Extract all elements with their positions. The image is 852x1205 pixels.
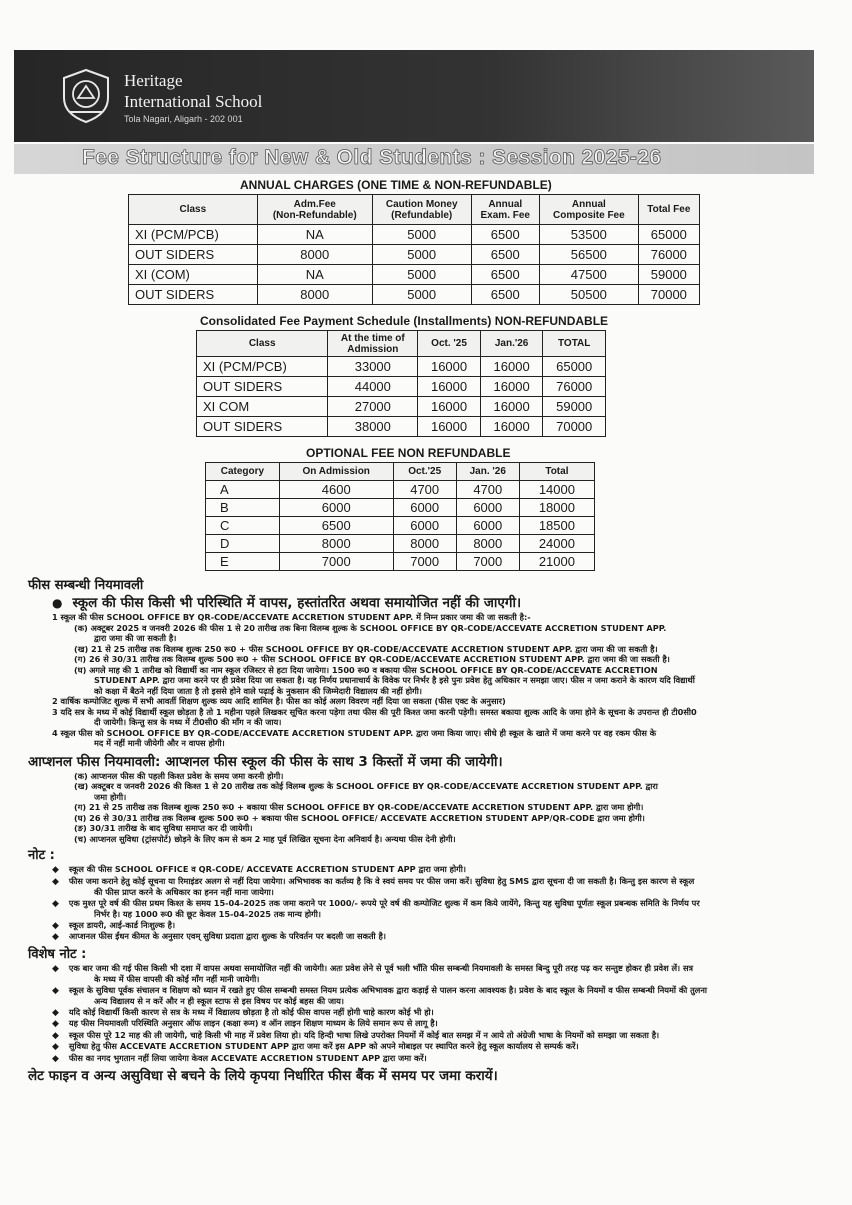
closing-note: लेट फाइन व अन्य असुविधा से बचने के लिये कृपया निर्धारित फीस बैंक में समय पर जमा करायें। (28, 1068, 498, 1084)
table-cell: XI (COM) (129, 265, 258, 285)
table-cell: OUT SIDERS (197, 377, 328, 397)
table-cell: XI COM (197, 397, 328, 417)
table-cell: E (206, 553, 280, 571)
table-cell: 16000 (418, 357, 481, 377)
list-item: (ख) 21 से 25 तारीख तक विलम्ब शुल्क 250 रू0 + फीस SCHOOL OFFICE BY QR-CODE/ACCEVATE ACCRETION STUDENT APP. द्वारा जमा की जा सकती है। (74, 643, 658, 654)
table-cell: OUT SIDERS (197, 417, 328, 437)
table-cell: 16000 (480, 397, 543, 417)
table-cell: 4700 (393, 481, 456, 499)
list-item: STUDENT APP. द्वारा जमा करने पर ही प्रवेश दिया जा सकता है। यह निर्णय प्रधानाचार्य के विवेक पर निर्भर है इसे पुनः प्रवेश हेतु अधिकार न समझा जाए। फीस न जमा कराने के कारण यदि विद्यार्थी (94, 675, 695, 685)
school-name-line1: Heritage (124, 71, 183, 90)
table-cell: 14000 (519, 481, 594, 499)
column-header: TOTAL (543, 331, 606, 357)
table-cell: OUT SIDERS (129, 245, 258, 265)
table-cell: 6000 (456, 517, 519, 535)
table-cell: 21000 (519, 553, 594, 571)
special-note-list (24, 963, 814, 1065)
table-cell: 6500 (471, 225, 540, 245)
table-cell: 16000 (418, 397, 481, 417)
list-item: जमा होगी। (94, 791, 127, 802)
title-bar (14, 144, 814, 174)
column-header: Caution Money (Refundable) (372, 195, 471, 225)
rules-section (24, 578, 814, 1085)
table-cell: 53500 (540, 225, 639, 245)
column-header: Annual Exam. Fee (471, 195, 540, 225)
table-cell: 7000 (393, 553, 456, 571)
optional-rules-list (24, 771, 814, 845)
table-cell: 47500 (540, 265, 639, 285)
table-cell: 6500 (471, 265, 540, 285)
list-item: 3 यदि सत्र के मध्य में कोई विद्यार्थी स्कूल छोड़ता है तो 1 महीना पहले लिखकर सूचित करना पड़ेगा तथा फीस की पूरी किश्त जमा करनी पड़ेगी। समस्त बकाया शुल्क आदि के जमा होने के सूचना के उपरान्त ही टी0सी0 (52, 706, 697, 717)
list-item: दी जायेगी। किन्तु सत्र के मध्य में टी0सी0 की माँग न की जाय। (94, 717, 282, 727)
table-cell: C (206, 517, 280, 535)
column-header: At the time of Admission (328, 331, 418, 357)
table-cell: D (206, 535, 280, 553)
table-row (206, 517, 595, 535)
list-item: ◆ स्कूल की फीस SCHOOL OFFICE व QR-CODE/ ACCEVATE ACCRETION STUDENT APP द्वारा जमा होगी। (52, 864, 814, 876)
list-item: ◆ एक मुश्त पूरे वर्ष की फीस प्रथम किश्त के समय 15-04-2025 तक जमा कराने पर 1000/- रूपये पूरे वर्ष की कम्पोजिट शुल्क में कम किये जायेंगे, किन्तु यह सुविधा पूर्णतः स्कूल प्रबन्धक समिति के निर्णय पर (52, 898, 814, 910)
fee-rules-list (24, 612, 814, 749)
table-cell: 5000 (372, 245, 471, 265)
table-cell: 56500 (540, 245, 639, 265)
table-cell: OUT SIDERS (129, 285, 258, 305)
table-cell: A (206, 481, 280, 499)
column-header: Adm.Fee (Non-Refundable) (257, 195, 372, 225)
table-cell: 6500 (279, 517, 393, 535)
list-item: (घ) 26 से 30/31 तारीख तक विलम्ब शुल्क 500 रू0 + बकाया फीस SCHOOL OFFICE/ ACCEVATE ACCRETION STUDENT APP/QR-CODE द्वारा जमा होगी। (74, 812, 645, 823)
column-header: Class (197, 331, 328, 357)
table-cell: 4700 (456, 481, 519, 499)
school-address: Tola Nagari, Aligarh - 202 001 (124, 114, 243, 124)
column-header: On Admission (279, 463, 393, 481)
fee-rules-main: ● स्कूल की फीस किसी भी परिस्थिति में वापस, हस्तांतरित अथवा समायोजित नहीं की जाएगी। (52, 594, 814, 612)
table-cell: 33000 (328, 357, 418, 377)
table-cell: 59000 (638, 265, 699, 285)
table-cell: 8000 (257, 285, 372, 305)
column-header: Category (206, 463, 280, 481)
table-row (197, 397, 606, 417)
list-item: (ख) अक्टूबर व जनवरी 2026 की किश्त 1 से 20 तारीख तक कोई विलम्ब शुल्क के SCHOOL OFFICE BY QR-CODE/ACCEVATE ACCRETION STUDENT APP. द्वारा (74, 781, 658, 791)
list-item: ◆ फीस जमा कराने हेतु कोई सूचना या रिमाइंडर अलग से नहीं दिया जायेगा। अभिभावक का कर्तव्य है कि वे स्वयं समय पर फीस जमा करें। सुविधा हेतु SMS द्वारा सूचना दी जा सकती है। किन्तु इस कारण से स्कूल (52, 876, 814, 888)
table-cell: 65000 (543, 357, 606, 377)
table-cell: XI (PCM/PCB) (197, 357, 328, 377)
school-name-line2: International School (124, 92, 263, 111)
consolidated-schedule-table (196, 330, 606, 437)
table-cell: 7000 (456, 553, 519, 571)
table-row (206, 553, 595, 571)
column-header: Jan.'26 (480, 331, 543, 357)
table-cell: 70000 (638, 285, 699, 305)
table-cell: B (206, 499, 280, 517)
table-cell: 8000 (393, 535, 456, 553)
note-list (24, 864, 814, 943)
table-cell: 6000 (393, 517, 456, 535)
list-item: (क) अक्टूबर 2025 व जनवरी 2026 की फीस 1 से 20 तारीख तक बिना विलम्ब शुल्क के SCHOOL OFFICE BY QR-CODE/ACCEVATE ACCRETION STUDENT APP. (74, 622, 667, 633)
list-item: ◆ स्कूल फीस पूरे 12 माह की ली जायेगी, चाहे किसी भी माह में प्रवेश लिया हो। यदि हिन्दी भाषा लिखे उपरोक्त नियमों में कोई बात समझ में न आये तो अंग्रेजी भाषा के नियमों को समझा जा सकता है। (52, 1030, 814, 1042)
table-row (197, 377, 606, 397)
table-cell: 6500 (471, 285, 540, 305)
table-cell: 59000 (543, 397, 606, 417)
table-cell: 76000 (543, 377, 606, 397)
column-header: Class (129, 195, 258, 225)
column-header: Oct. '25 (418, 331, 481, 357)
school-name (124, 70, 262, 112)
list-item: (च) आप्शनल सुविधा (ट्रांसपोर्ट) छोड़ने के लिए कम से कम 2 माह पूर्व लिखित सूचना देना अनिवार्य है। अन्यथा फीस देनी होगी। (74, 833, 456, 844)
annual-charges-heading: ANNUAL CHARGES (ONE TIME & NON-REFUNDABLE) (240, 178, 552, 192)
list-item: मद में नहीं मानी जीयेगी और न वापस होगी। (94, 738, 225, 748)
table-cell: 18500 (519, 517, 594, 535)
list-item: (ङ) 30/31 तारीख के बाद सुविधा समाप्त कर दी जायेगी। (74, 823, 253, 833)
list-item: 1 स्कूल की फीस SCHOOL OFFICE BY QR-CODE/ACCEVATE ACCRETION STUDENT APP. में निम्न प्रकार जमा की जा सकती है:- (52, 612, 531, 622)
special-note-heading: विशेष नोट : (28, 946, 87, 962)
table-cell: 44000 (328, 377, 418, 397)
table-header-row (197, 331, 606, 357)
table-cell: 6500 (471, 245, 540, 265)
table-cell: 70000 (543, 417, 606, 437)
list-item: ◆ सुविधा हेतु फीस ACCEVATE ACCRETION STUDENT APP द्वारा जमा करें इस APP को अपने मोबाइल पर स्थापित करने हेतु स्कूल कार्यालय से सम्पर्क करें। (52, 1041, 814, 1053)
list-item: ◆ फीस का नगद भुगतान नहीं लिया जायेगा केवल ACCEVATE ACCRETION STUDENT APP द्वारा जमा करें। (52, 1053, 814, 1065)
table-row (206, 499, 595, 517)
column-header: Oct.'25 (393, 463, 456, 481)
list-item: (घ) अगले माह की 1 तारीख को विद्यार्थी का नाम स्कूल रजिस्टर से हटा दिया जायेगा। 1500 रू0 व बकाया फीस SCHOOL OFFICE BY QR-CODE/ACCEVATE ACCRETION (74, 664, 658, 675)
table-header-row (206, 463, 595, 481)
table-cell: 16000 (418, 377, 481, 397)
table-cell: 24000 (519, 535, 594, 553)
table-row (197, 357, 606, 377)
table-row (206, 535, 595, 553)
table-cell: NA (257, 265, 372, 285)
table-row (206, 481, 595, 499)
column-header: Total (519, 463, 594, 481)
table-cell: 65000 (638, 225, 699, 245)
list-item: ◆ आप्शनल फीस ईंधन कीमत के अनुसार एवम् सुविधा प्रदाता द्वारा शुल्क के परिवर्तन पर बदली जा सकती है। (52, 931, 814, 943)
table-cell: 16000 (480, 357, 543, 377)
table-cell: 76000 (638, 245, 699, 265)
table-cell: 7000 (279, 553, 393, 571)
table-cell: 5000 (372, 285, 471, 305)
list-item: को कक्षा में बैठने नहीं दिया जाता है तो इससे होने वाले पढ़ाई के नुकसान की जिम्मेदारी विद्यालय की नहीं होगी। (94, 685, 422, 696)
list-item: (क) आप्शनल फीस की पहली किश्त प्रवेश के समय जमा करनी होगी। (74, 770, 284, 781)
note-heading: नोट : (28, 848, 55, 863)
table-cell: 4600 (279, 481, 393, 499)
list-item: ◆ स्कूल के सुविधा पूर्वक संचालन व शिक्षण को ध्यान में रखते हुए फीस सम्बन्धी समस्त नियम प्रत्येक अभिभावक द्वारा कड़ाई से पालन करना आवश्यक है। प्रवेश के बाद स्कूल के नियमों व फीस सम्बन्धी नियमों की तुलना (52, 985, 814, 997)
table-cell: 6000 (279, 499, 393, 517)
table-cell: 38000 (328, 417, 418, 437)
school-header (14, 50, 814, 142)
table-cell: 8000 (456, 535, 519, 553)
table-row (129, 245, 700, 265)
table-cell: 6000 (456, 499, 519, 517)
list-item: 4 स्कूल फीस को SCHOOL OFFICE BY QR-CODE/ACCEVATE ACCRETION STUDENT APP. द्वारा जमा किया जाए। सीधे ही स्कूल के खाते में जमा करने पर वह रकम फीस के (52, 727, 656, 738)
table-cell: 5000 (372, 225, 471, 245)
list-item: ◆ एक बार जमा की गई फीस किसी भी दशा में वापस अथवा समायोजित नहीं की जायेगी। अतः प्रवेश लेने से पूर्व भली भाँति फीस सम्बन्धी नियमावली के समस्त बिन्दु पूरी तरह पढ़ कर सन्तुष्ट होकर ही प्रवेश लें। सत्र (52, 963, 814, 975)
table-cell: XI (PCM/PCB) (129, 225, 258, 245)
fee-rules-heading: फीस सम्बन्धी नियमावली (28, 578, 144, 593)
table-cell: 16000 (480, 377, 543, 397)
list-item: अन्य विद्यालय से न करें और न ही स्कूल स्टाफ से इस विषय पर कोई बहस की जाय। (94, 996, 345, 1006)
list-item: निर्भर है। यह 1000 रू0 की छूट केवल 15-04-2025 तक मान्य होगी। (94, 909, 321, 919)
table-cell: 8000 (257, 245, 372, 265)
table-cell: 18000 (519, 499, 594, 517)
table-cell: 16000 (418, 417, 481, 437)
list-item: के मध्य में फीस वापसी की कोई माँग नहीं मानी जायेगी। (94, 974, 260, 984)
page-title: Fee Structure for New & Old Students : Session 2025-26 (82, 146, 662, 169)
column-header: Jan. '26 (456, 463, 519, 481)
list-item: 2 वार्षिक कम्पोजिट शुल्क में सभी आवर्ती शिक्षण शुल्क व्यय आदि शामिल है। फीस का कोई अलग विवरण नहीं दिया जा सकता (फीस एक्ट के अनुसार) (52, 696, 506, 706)
table-row (197, 417, 606, 437)
table-cell: 6000 (393, 499, 456, 517)
table-row (129, 225, 700, 245)
column-header: Annual Composite Fee (540, 195, 639, 225)
table-cell: 16000 (480, 417, 543, 437)
optional-rules-heading: आप्शनल फीस नियमावली: आप्शनल फीस स्कूल की फीस के साथ 3 किस्तों में जमा की जायेगी। (28, 753, 503, 770)
list-item: (ग) 26 से 30/31 तारीख तक विलम्ब शुल्क 500 रू0 + फीस SCHOOL OFFICE BY QR-CODE/ACCEVATE ACCRETION STUDENT APP. द्वारा जमा की जा सकती है। (74, 654, 670, 664)
column-header: Total Fee (638, 195, 699, 225)
list-item: ◆ यह फीस नियमावली परिस्थिति अनुसार ऑफ लाइन (कक्षा रूम) व ऑन लाइन शिक्षण माध्यम के लिये समान रूप से लागू है। (52, 1018, 814, 1030)
table-cell: 8000 (279, 535, 393, 553)
list-item: (ग) 21 से 25 तारीख तक विलम्ब शुल्क 250 रू0 + बकाया फीस SCHOOL OFFICE BY QR-CODE/ACCEVATE ACCRETION STUDENT APP. द्वारा जमा होगी। (74, 802, 644, 812)
table-header-row (129, 195, 700, 225)
table-cell: NA (257, 225, 372, 245)
list-item: ◆ स्कूल डायरी, आई-कार्ड निःशुल्क है। (52, 920, 814, 932)
list-item: की फीस प्राप्त करने के अधिकार का हनन नहीं माना जायेगा। (94, 887, 274, 897)
table-cell: 5000 (372, 265, 471, 285)
optional-fee-table (205, 462, 595, 571)
table-cell: 50500 (540, 285, 639, 305)
table-cell: 27000 (328, 397, 418, 417)
consolidated-schedule-heading: Consolidated Fee Payment Schedule (Installments) NON-REFUNDABLE (200, 314, 609, 328)
optional-fee-heading: OPTIONAL FEE NON REFUNDABLE (306, 446, 511, 460)
table-row (129, 285, 700, 305)
annual-charges-table (128, 194, 700, 305)
list-item: ◆ यदि कोई विद्यार्थी किसी कारण से सत्र के मध्य में विद्यालय छोड़ता है तो कोई फीस वापस नहीं होगी चाहे कारण कोई भी हो। (52, 1007, 814, 1019)
table-row (129, 265, 700, 285)
school-crest-icon (60, 68, 112, 124)
list-item: द्वारा जमा की जा सकती है। (94, 633, 177, 643)
